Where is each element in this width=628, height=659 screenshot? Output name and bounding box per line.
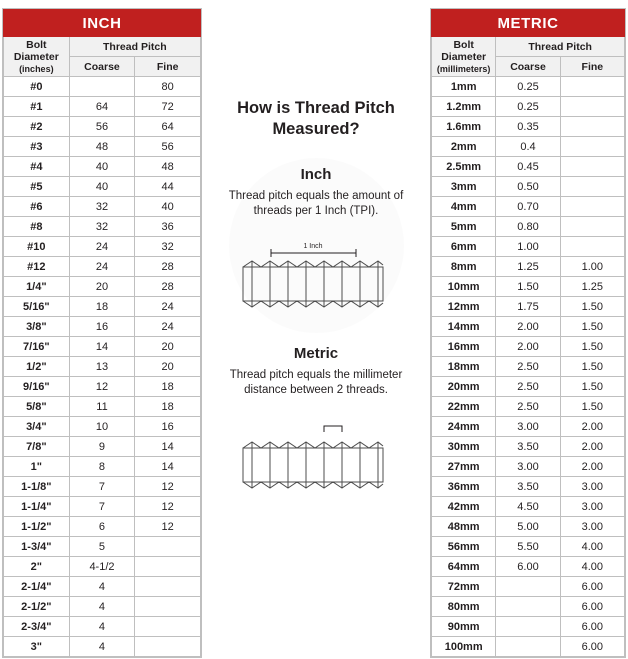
- table-row: [4, 477, 201, 497]
- table-row: [4, 157, 201, 177]
- table-row: [432, 297, 625, 317]
- inch-coarse-value: 20: [69, 277, 135, 297]
- metric-table: [431, 9, 625, 657]
- table-row: [432, 217, 625, 237]
- table-row: [432, 137, 625, 157]
- inch-bolt-size: 1/2": [4, 357, 70, 377]
- inch-fine-value: 40: [135, 197, 201, 217]
- table-row: [432, 557, 625, 577]
- inch-fine-value: [135, 637, 201, 657]
- metric-bolt-size: 72mm: [432, 577, 496, 597]
- metric-bolt-size: 12mm: [432, 297, 496, 317]
- metric-bolt-size: 1.6mm: [432, 117, 496, 137]
- inch-coarse-header: Coarse: [69, 57, 135, 77]
- inch-dimension-label: 1 Inch: [303, 243, 323, 250]
- inch-section-text: Thread pitch equals the amount of threads per 1 Inch (TPI).: [228, 190, 404, 217]
- metric-fine-value: 6.00: [560, 617, 624, 637]
- inch-coarse-value: [69, 77, 135, 97]
- inch-bolt-size: #4: [4, 157, 70, 177]
- table-row: [4, 497, 201, 517]
- table-row: [4, 257, 201, 277]
- metric-fine-value: [560, 157, 624, 177]
- metric-coarse-value: 0.50: [496, 177, 560, 197]
- inch-bolt-diagram: [205, 231, 427, 319]
- inch-fine-value: 56: [135, 137, 201, 157]
- metric-fine-value: 1.50: [560, 357, 624, 377]
- inch-coarse-value: 9: [69, 437, 135, 457]
- metric-thread-pitch-header: Thread Pitch: [496, 37, 625, 57]
- inch-coarse-value: 32: [69, 197, 135, 217]
- table-row: [4, 197, 201, 217]
- metric-coarse-value: 5.50: [496, 537, 560, 557]
- inch-fine-value: 72: [135, 97, 201, 117]
- metric-section-text: Thread pitch equals the millimeter distance between 2 threads.: [229, 369, 403, 396]
- inch-fine-value: 18: [135, 397, 201, 417]
- inch-bolt-size: 2-1/2": [4, 597, 70, 617]
- table-row: [4, 617, 201, 637]
- table-row: [432, 277, 625, 297]
- metric-bolt-size: 2.5mm: [432, 157, 496, 177]
- table-row: [4, 277, 201, 297]
- inch-fine-value: 14: [135, 437, 201, 457]
- inch-coarse-value: 4: [69, 597, 135, 617]
- inch-bolt-size: #0: [4, 77, 70, 97]
- inch-fine-value: 80: [135, 77, 201, 97]
- metric-coarse-value: 2.00: [496, 317, 560, 337]
- metric-coarse-value: 0.35: [496, 117, 560, 137]
- metric-coarse-value: [496, 617, 560, 637]
- inch-fine-header: Fine: [135, 57, 201, 77]
- metric-coarse-value: 3.00: [496, 417, 560, 437]
- metric-bolt-size: 6mm: [432, 237, 496, 257]
- metric-bolt-size: 14mm: [432, 317, 496, 337]
- table-row: [432, 637, 625, 657]
- table-row: [4, 537, 201, 557]
- metric-bolt-size: 16mm: [432, 337, 496, 357]
- metric-coarse-value: [496, 637, 560, 657]
- metric-section-heading: Metric: [293, 345, 339, 362]
- metric-bolt-size: 18mm: [432, 357, 496, 377]
- inch-coarse-value: 4: [69, 577, 135, 597]
- inch-fine-value: 28: [135, 257, 201, 277]
- table-row: [432, 337, 625, 357]
- inch-coarse-value: 12: [69, 377, 135, 397]
- inch-fine-value: 16: [135, 417, 201, 437]
- metric-table-container: [430, 8, 626, 658]
- inch-bolt-size: 1/4": [4, 277, 70, 297]
- metric-bolt-svg: [211, 416, 421, 500]
- metric-fine-value: [560, 177, 624, 197]
- table-row: [4, 557, 201, 577]
- table-row: [4, 517, 201, 537]
- table-row: [432, 97, 625, 117]
- table-row: [4, 377, 201, 397]
- table-row: [432, 157, 625, 177]
- inch-fine-value: 12: [135, 497, 201, 517]
- table-row: [432, 237, 625, 257]
- table-row: [4, 397, 201, 417]
- metric-bolt-size: 10mm: [432, 277, 496, 297]
- inch-bolt-size: 2": [4, 557, 70, 577]
- metric-bolt-size: 3mm: [432, 177, 496, 197]
- metric-bolt-size: 64mm: [432, 557, 496, 577]
- metric-bolt-size: 100mm: [432, 637, 496, 657]
- table-row: [432, 197, 625, 217]
- metric-bolt-diameter-header: [432, 37, 496, 77]
- metric-coarse-header: Coarse: [496, 57, 560, 77]
- inch-coarse-value: 40: [69, 177, 135, 197]
- inch-coarse-value: 6: [69, 517, 135, 537]
- inch-fine-value: 12: [135, 477, 201, 497]
- metric-bolt-diameter-unit: (millimeters): [436, 63, 491, 74]
- metric-fine-value: 3.00: [560, 517, 624, 537]
- metric-coarse-value: 0.80: [496, 217, 560, 237]
- inch-bolt-diameter-header: [4, 37, 70, 77]
- metric-fine-value: [560, 237, 624, 257]
- table-row: [4, 137, 201, 157]
- inch-coarse-value: 5: [69, 537, 135, 557]
- inch-bolt-size: 3": [4, 637, 70, 657]
- inch-fine-value: [135, 537, 201, 557]
- metric-bolt-size: 8mm: [432, 257, 496, 277]
- table-row: [4, 457, 201, 477]
- metric-coarse-value: 6.00: [496, 557, 560, 577]
- inch-bolt-diameter-unit: (inches): [19, 63, 54, 74]
- metric-coarse-value: 1.00: [496, 237, 560, 257]
- metric-fine-value: 1.25: [560, 277, 624, 297]
- inch-bolt-size: #10: [4, 237, 70, 257]
- table-row: [4, 337, 201, 357]
- table-row: [4, 577, 201, 597]
- inch-coarse-value: 13: [69, 357, 135, 377]
- table-row: [4, 97, 201, 117]
- metric-fine-value: [560, 117, 624, 137]
- inch-fine-value: 28: [135, 277, 201, 297]
- inch-coarse-value: 14: [69, 337, 135, 357]
- table-row: [4, 637, 201, 657]
- metric-bolt-size: 1.2mm: [432, 97, 496, 117]
- metric-bolt-size: 24mm: [432, 417, 496, 437]
- table-row: [432, 497, 625, 517]
- inch-coarse-value: 4-1/2: [69, 557, 135, 577]
- inch-fine-value: [135, 617, 201, 637]
- inch-fine-value: 20: [135, 357, 201, 377]
- inch-bolt-size: #12: [4, 257, 70, 277]
- inch-coarse-value: 48: [69, 137, 135, 157]
- table-row: [432, 377, 625, 397]
- inch-bolt-size: 2-3/4": [4, 617, 70, 637]
- inch-coarse-value: 4: [69, 637, 135, 657]
- metric-fine-value: 2.00: [560, 417, 624, 437]
- table-row: [4, 237, 201, 257]
- metric-coarse-value: 0.4: [496, 137, 560, 157]
- metric-fine-value: 2.00: [560, 437, 624, 457]
- inch-section-heading: Inch: [300, 166, 332, 183]
- metric-coarse-value: 0.70: [496, 197, 560, 217]
- metric-fine-value: [560, 217, 624, 237]
- inch-fine-value: 18: [135, 377, 201, 397]
- inch-coarse-value: 11: [69, 397, 135, 417]
- metric-coarse-value: [496, 597, 560, 617]
- metric-coarse-value: 2.00: [496, 337, 560, 357]
- table-row: [4, 437, 201, 457]
- metric-bolt-size: 42mm: [432, 497, 496, 517]
- center-explainer: [205, 8, 427, 651]
- inch-coarse-value: 64: [69, 97, 135, 117]
- metric-table-body: [432, 77, 625, 657]
- table-row: [4, 317, 201, 337]
- metric-fine-value: 3.00: [560, 477, 624, 497]
- table-row: [432, 397, 625, 417]
- inch-bolt-size: 3/4": [4, 417, 70, 437]
- inch-bolt-size: 1": [4, 457, 70, 477]
- table-row: [432, 437, 625, 457]
- inch-table: [3, 9, 201, 657]
- metric-coarse-value: 0.25: [496, 77, 560, 97]
- inch-table-container: [2, 8, 202, 658]
- table-row: [432, 417, 625, 437]
- inch-thread-pitch-header: Thread Pitch: [69, 37, 200, 57]
- metric-coarse-value: 3.50: [496, 477, 560, 497]
- table-row: [4, 117, 201, 137]
- inch-coarse-value: 7: [69, 497, 135, 517]
- inch-bolt-diameter-label: Bolt Diameter: [13, 38, 59, 63]
- metric-bolt-size: 5mm: [432, 217, 496, 237]
- metric-table-title: METRIC: [432, 10, 625, 37]
- metric-bolt-diameter-label: Bolt Diameter: [441, 38, 487, 63]
- metric-coarse-value: 2.50: [496, 377, 560, 397]
- metric-bolt-size: 1mm: [432, 77, 496, 97]
- inch-coarse-value: 24: [69, 257, 135, 277]
- table-row: [4, 417, 201, 437]
- explainer-heading: How is Thread Pitch Measured?: [237, 99, 395, 138]
- metric-coarse-value: 0.25: [496, 97, 560, 117]
- inch-coarse-value: 32: [69, 217, 135, 237]
- inch-bolt-size: #2: [4, 117, 70, 137]
- inch-coarse-value: 7: [69, 477, 135, 497]
- metric-coarse-value: 1.50: [496, 277, 560, 297]
- metric-fine-value: 1.50: [560, 377, 624, 397]
- inch-coarse-value: 16: [69, 317, 135, 337]
- inch-bolt-size: 1-1/4": [4, 497, 70, 517]
- metric-fine-value: 1.50: [560, 337, 624, 357]
- inch-bolt-size: 5/16": [4, 297, 70, 317]
- inch-fine-value: 12: [135, 517, 201, 537]
- metric-fine-value: [560, 137, 624, 157]
- inch-bolt-size: #5: [4, 177, 70, 197]
- inch-coarse-value: 56: [69, 117, 135, 137]
- inch-coarse-value: 4: [69, 617, 135, 637]
- metric-bolt-size: 4mm: [432, 197, 496, 217]
- metric-bolt-size: 27mm: [432, 457, 496, 477]
- inch-coarse-value: 8: [69, 457, 135, 477]
- metric-coarse-value: [496, 577, 560, 597]
- metric-bolt-size: 20mm: [432, 377, 496, 397]
- table-row: [4, 357, 201, 377]
- inch-bolt-size: #1: [4, 97, 70, 117]
- table-row: [4, 597, 201, 617]
- table-row: [432, 357, 625, 377]
- metric-bolt-size: 36mm: [432, 477, 496, 497]
- table-row: [432, 617, 625, 637]
- metric-bolt-size: 90mm: [432, 617, 496, 637]
- inch-bolt-size: 1-1/2": [4, 517, 70, 537]
- table-row: [4, 217, 201, 237]
- inch-table-title: INCH: [4, 10, 201, 37]
- metric-coarse-value: 1.75: [496, 297, 560, 317]
- inch-fine-value: 48: [135, 157, 201, 177]
- table-row: [432, 477, 625, 497]
- inch-fine-value: 44: [135, 177, 201, 197]
- inch-fine-value: 36: [135, 217, 201, 237]
- metric-fine-value: 6.00: [560, 577, 624, 597]
- metric-coarse-value: 2.50: [496, 357, 560, 377]
- inch-fine-value: [135, 557, 201, 577]
- table-row: [432, 77, 625, 97]
- metric-coarse-value: 2.50: [496, 397, 560, 417]
- table-row: [432, 517, 625, 537]
- inch-bolt-size: #3: [4, 137, 70, 157]
- inch-bolt-size: 1-1/8": [4, 477, 70, 497]
- table-row: [432, 537, 625, 557]
- table-row: [432, 257, 625, 277]
- inch-fine-value: 20: [135, 337, 201, 357]
- metric-bolt-size: 22mm: [432, 397, 496, 417]
- inch-coarse-value: 40: [69, 157, 135, 177]
- inch-bolt-size: #6: [4, 197, 70, 217]
- table-row: [432, 177, 625, 197]
- metric-bolt-size: 80mm: [432, 597, 496, 617]
- metric-fine-value: 1.50: [560, 297, 624, 317]
- inch-bolt-size: 5/8": [4, 397, 70, 417]
- inch-bolt-size: 2-1/4": [4, 577, 70, 597]
- metric-fine-value: 4.00: [560, 537, 624, 557]
- inch-bolt-size: 7/16": [4, 337, 70, 357]
- table-row: [4, 177, 201, 197]
- inch-coarse-value: 18: [69, 297, 135, 317]
- inch-coarse-value: 10: [69, 417, 135, 437]
- table-row: [432, 597, 625, 617]
- metric-fine-value: 2.00: [560, 457, 624, 477]
- metric-fine-value: 1.00: [560, 257, 624, 277]
- metric-bolt-size: 56mm: [432, 537, 496, 557]
- table-row: [432, 577, 625, 597]
- metric-coarse-value: 5.00: [496, 517, 560, 537]
- table-row: [4, 297, 201, 317]
- inch-fine-value: 32: [135, 237, 201, 257]
- metric-coarse-value: 3.50: [496, 437, 560, 457]
- metric-fine-value: 6.00: [560, 637, 624, 657]
- metric-fine-value: 1.50: [560, 317, 624, 337]
- inch-coarse-value: 24: [69, 237, 135, 257]
- inch-bolt-size: 7/8": [4, 437, 70, 457]
- metric-fine-value: [560, 197, 624, 217]
- metric-coarse-value: 4.50: [496, 497, 560, 517]
- table-row: [432, 117, 625, 137]
- inch-fine-value: 24: [135, 297, 201, 317]
- inch-bolt-size: #8: [4, 217, 70, 237]
- metric-coarse-value: 1.25: [496, 257, 560, 277]
- metric-fine-value: [560, 77, 624, 97]
- inch-fine-value: 24: [135, 317, 201, 337]
- metric-fine-value: 1.50: [560, 397, 624, 417]
- inch-fine-value: 14: [135, 457, 201, 477]
- inch-fine-value: [135, 577, 201, 597]
- metric-coarse-value: 3.00: [496, 457, 560, 477]
- metric-fine-header: Fine: [560, 57, 624, 77]
- metric-fine-value: 6.00: [560, 597, 624, 617]
- metric-fine-value: [560, 97, 624, 117]
- inch-bolt-svg: [211, 231, 421, 319]
- metric-bolt-size: 30mm: [432, 437, 496, 457]
- inch-bolt-size: 1-3/4": [4, 537, 70, 557]
- table-row: [432, 457, 625, 477]
- table-row: [4, 77, 201, 97]
- metric-bolt-size: 48mm: [432, 517, 496, 537]
- inch-table-body: [4, 77, 201, 657]
- metric-fine-value: 4.00: [560, 557, 624, 577]
- metric-coarse-value: 0.45: [496, 157, 560, 177]
- metric-bolt-size: 2mm: [432, 137, 496, 157]
- metric-fine-value: 3.00: [560, 497, 624, 517]
- inch-fine-value: 64: [135, 117, 201, 137]
- inch-fine-value: [135, 597, 201, 617]
- inch-bolt-size: 9/16": [4, 377, 70, 397]
- table-row: [432, 317, 625, 337]
- inch-bolt-size: 3/8": [4, 317, 70, 337]
- metric-bolt-diagram: [205, 416, 427, 500]
